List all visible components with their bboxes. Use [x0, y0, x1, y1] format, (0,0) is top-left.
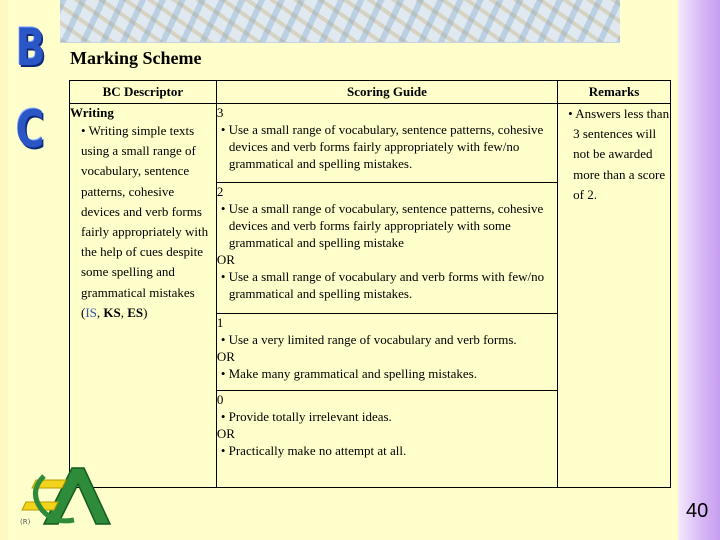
- table-row: [70, 104, 671, 183]
- header-remarks: Remarks: [558, 81, 671, 104]
- level-or: OR: [216, 349, 235, 364]
- level-1-cell: [216, 314, 557, 391]
- page-number: 40: [686, 500, 709, 522]
- header-bc-descriptor: BC Descriptor: [70, 81, 217, 104]
- descriptor-body: [70, 121, 216, 323]
- code-sep-2: ,: [120, 304, 128, 320]
- code-is: IS: [85, 304, 97, 320]
- right-gradient-strip: [678, 0, 720, 540]
- side-letter-b: B: [15, 18, 46, 78]
- remarks-cell: [558, 104, 671, 488]
- level-3-cell: [216, 104, 557, 183]
- level-score: 2: [216, 184, 224, 199]
- level-0-cell: [216, 391, 557, 488]
- header-scoring-guide: Scoring Guide: [216, 81, 557, 104]
- marking-scheme-table: [69, 80, 671, 488]
- level-item: • Use a small range of vocabulary, sentence patterns, cohesive devices and verb forms fairly appropriately with some grammatical and spelling mistake: [220, 201, 544, 250]
- code-es: ES: [127, 304, 144, 320]
- level-or: OR: [216, 252, 235, 267]
- level-score: 1: [216, 315, 224, 330]
- level-item: • Use a small range of vocabulary and verb forms with few/no grammatical and spelling mistakes.: [220, 269, 545, 301]
- level-or: OR: [216, 426, 235, 441]
- level-item: • Use a very limited range of vocabulary and verb forms.: [220, 332, 517, 347]
- descriptor-heading: Writing: [70, 105, 114, 120]
- code-sep-1: ,: [96, 304, 104, 320]
- hkeaa-logo: [14, 462, 114, 528]
- level-2-cell: [216, 183, 557, 314]
- descriptor-cell: [70, 104, 217, 488]
- header-map-banner: [60, 0, 620, 43]
- descriptor-text: • Writing simple texts using a small range of vocabulary, sentence patterns, cohesive devices and verb forms fairly appropriately with the help of cues despite some spelling and grammatical mistakes (: [81, 123, 209, 320]
- level-item: • Make many grammatical and spelling mistakes.: [220, 366, 477, 381]
- side-letter-c: C: [15, 100, 45, 160]
- left-edge-strip: [0, 0, 8, 540]
- logo-registered-mark: (R): [20, 518, 31, 526]
- code-end: ): [143, 304, 148, 320]
- page-title: Marking Scheme: [70, 48, 202, 68]
- level-item: • Practically make no attempt at all.: [220, 443, 407, 458]
- level-score: 0: [216, 392, 224, 407]
- table-header-row: [70, 81, 671, 104]
- logo-a-shape: [44, 468, 110, 524]
- code-ks: KS: [103, 304, 121, 320]
- level-item: • Provide totally irrelevant ideas.: [220, 409, 392, 424]
- level-item: • Use a small range of vocabulary, sentence patterns, cohesive devices and verb forms fairly appropriately with few/no grammatical and spelling mistakes.: [220, 122, 544, 171]
- remarks-text: • Answers less than 3 sentences will not be awarded more than a score of 2.: [568, 106, 670, 202]
- level-score: 3: [216, 105, 224, 120]
